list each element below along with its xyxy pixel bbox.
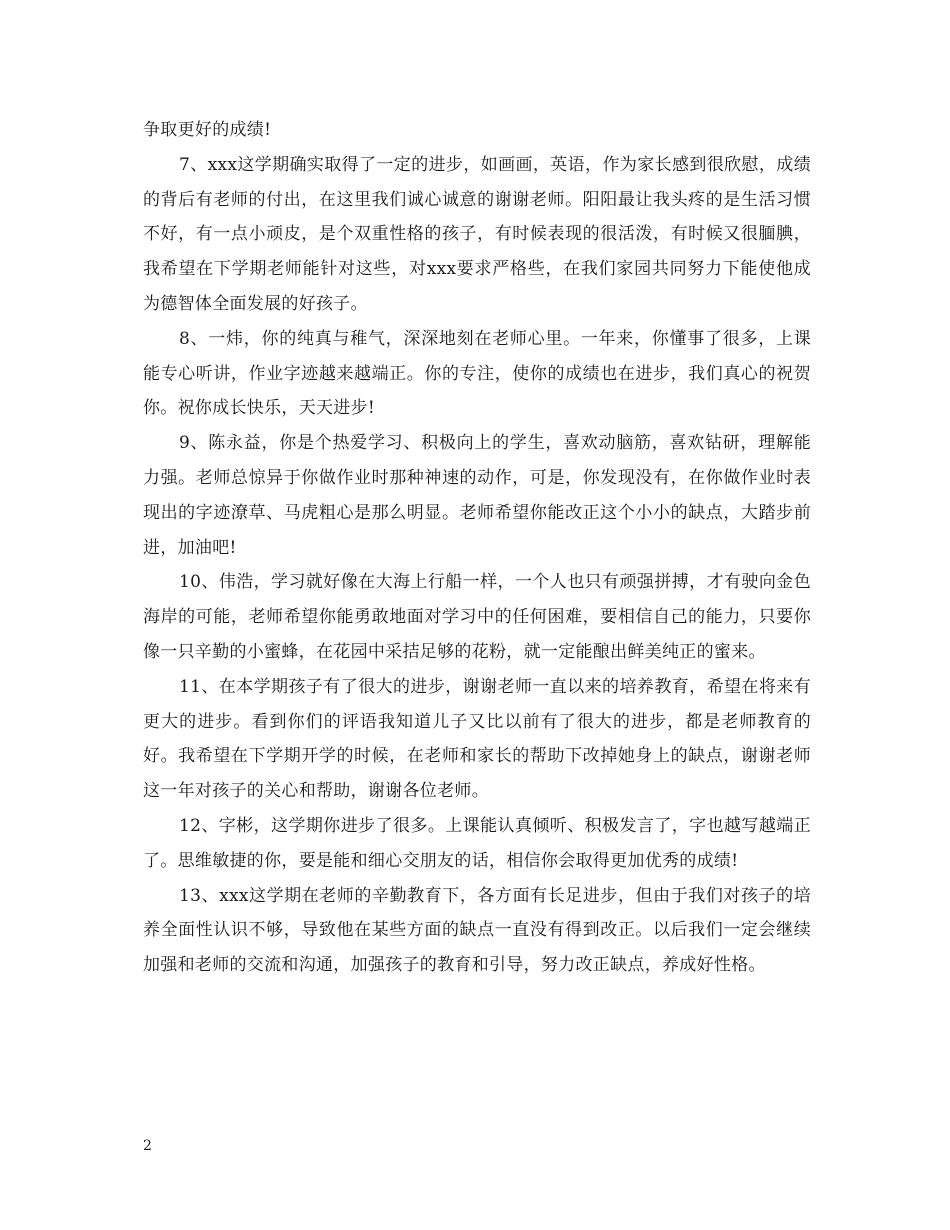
page-number: 2 [143,1138,152,1154]
paragraph-6: 12、字彬，这学期你进步了很多。上课能认真倾听、积极发言了，字也越写越端正了。思维敏捷的你，要是能和细心交朋友的话，相信你会取得更加优秀的成绩! [143,815,811,871]
paragraph-0: 争取更好的成绩! [143,120,272,140]
paragraph-1: 7、xxx这学期确实取得了一定的进步，如画画，英语，作为家长感到很欣慰，成绩的背后有老师的付出，在这里我们诚心诚意的谢谢老师。阳阳最让我头疼的是生活习惯不好，有一点小顽皮，是个双重性格的孩子，有时候表现的很活泼，有时候又很腼腆，我希望在下学期老师能针对这些，对xxx要求严格些，在我们家园共同努力下能使他成为德智体全面发展的好孩子。 [143,154,811,314]
paragraph-4: 10、伟浩，学习就好像在大海上行船一样，一个人也只有顽强拼搏，才有驶向金色海岸的可能，老师希望你能勇敢地面对学习中的任何困难，要相信自己的能力，只要你像一只辛勤的小蜜蜂，在花园中采拮足够的花粉，就一定能酿出鲜美纯正的蜜来。 [143,572,811,662]
document-body [143,113,811,983]
paragraph-7: 13、xxx这学期在老师的辛勤教育下，各方面有长足进步，但由于我们对孩子的培养全面性认识不够，导致他在某些方面的缺点一直没有得到改正。以后我们一定会继续加强和老师的交流和沟通，加强孩子的教育和引导，努力改正缺点，养成好性格。 [143,885,811,976]
paragraph-5: 11、在本学期孩子有了很大的进步，谢谢老师一直以来的培养教育，希望在将来有更大的进步。看到你们的评语我知道儿子又比以前有了很大的进步，都是老师教育的好。我希望在下学期开学的时候，在老师和家长的帮助下改掉她身上的缺点，谢谢老师这一年对孩子的关心和帮助，谢谢各位老师。 [143,676,811,802]
paragraph-3: 9、陈永益，你是个热爱学习、积极向上的学生，喜欢动脑筋，喜欢钻研，理解能力强。老师总惊异于你做作业时那种神速的动作，可是，你发现没有，在你做作业时表现出的字迹潦草、马虎粗心是那么明显。老师希望你能改正这个小小的缺点，大踏步前进，加油吧! [143,433,811,558]
paragraph-2: 8、一炜，你的纯真与稚气，深深地刻在老师心里。一年来，你懂事了很多，上课能专心听讲，作业字迹越来越端正。你的专注，使你的成绩也在进步，我们真心的祝贺你。祝你成长快乐，天天进步! [143,328,811,419]
